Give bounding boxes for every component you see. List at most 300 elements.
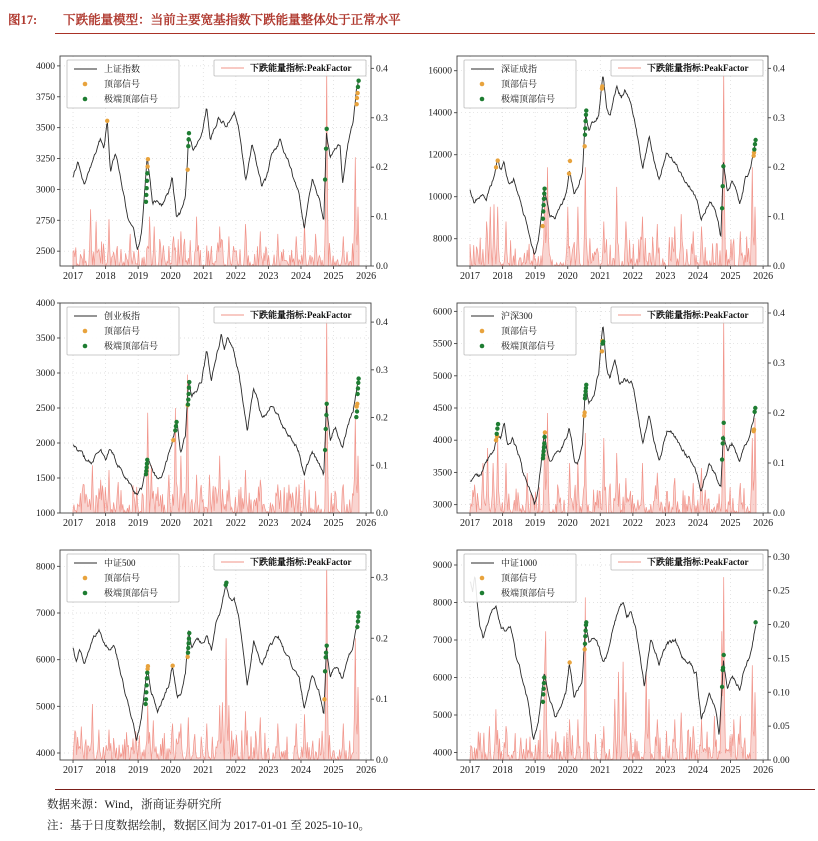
extreme-top-signal-dot (542, 445, 546, 449)
extreme-top-signal-dot (355, 409, 359, 413)
left-axis-tick-label: 4000 (36, 299, 55, 309)
chart-chinext (20, 295, 405, 535)
left-axis-tick-label: 3500 (36, 334, 55, 344)
top-signal-dot (146, 157, 150, 161)
chart-svg-2 (20, 295, 405, 535)
right-axis-tick-label: 0.1 (376, 461, 388, 472)
left-axis-tick-label: 3750 (36, 92, 55, 103)
extreme-top-signal-swatch (480, 344, 485, 349)
right-axis-tick-label: 0.4 (773, 64, 785, 75)
x-axis-year-label: 2019 (128, 271, 149, 282)
extreme-top-signal-dot (145, 179, 149, 183)
x-axis-year-label: 2026 (753, 271, 774, 282)
legend-extreme-top-signal-label: 极端顶部信号 (501, 94, 556, 104)
x-axis-year-label: 2024 (687, 765, 708, 776)
extreme-top-signal-dot (356, 85, 360, 89)
extreme-top-signal-dot (187, 380, 191, 384)
x-axis-year-label: 2017 (63, 271, 84, 282)
extreme-top-signal-dot (144, 465, 148, 469)
extreme-top-signal-dot (186, 650, 190, 654)
extreme-top-signal-dot (144, 683, 148, 687)
right-axis-tick-label: 0.20 (773, 620, 790, 631)
extreme-top-signal-dot (323, 177, 327, 181)
extreme-top-signal-dot (323, 669, 327, 673)
extreme-top-signal-dot (355, 392, 359, 396)
left-axis-tick-label: 2000 (36, 439, 55, 449)
legend-top-signal-label: 顶部信号 (501, 326, 538, 336)
extreme-top-signal-dot (583, 634, 587, 638)
right-axis-tick-label: 0.4 (773, 309, 785, 319)
top-signal-swatch (83, 576, 88, 581)
x-axis-year-label: 2023 (655, 518, 676, 529)
right-axis-tick-label: 0.3 (376, 365, 388, 376)
top-signals (171, 402, 359, 443)
extreme-top-signal-dot (324, 650, 328, 654)
x-axis-year-label: 2022 (622, 518, 643, 529)
x-axis-year-label: 2019 (525, 271, 546, 282)
left-axis-tick-label: 3000 (36, 369, 55, 379)
extreme-top-signal-dot (542, 191, 546, 195)
footer-rule (55, 789, 815, 790)
x-axis-year-label: 2024 (687, 518, 708, 529)
right-axis-tick-label: 0.0 (376, 262, 388, 272)
extreme-top-signal-dot (356, 376, 360, 380)
extreme-top-signal-dot (583, 628, 587, 632)
extreme-top-signal-dot (583, 119, 587, 123)
extreme-top-signal-swatch (83, 591, 88, 596)
left-axis-tick-label: 5500 (433, 339, 452, 350)
left-axis-tick-label: 3500 (433, 468, 452, 479)
extreme-top-signal-dot (145, 458, 149, 462)
x-axis-year-label: 2019 (525, 518, 546, 529)
top-signal-dot (568, 159, 572, 163)
legend-index (464, 307, 576, 355)
extreme-top-signal-dot (721, 164, 725, 168)
right-axis-tick-label: 0.05 (773, 722, 790, 733)
top-signal-dot (496, 158, 500, 162)
legend-index-name: 深证成指 (501, 64, 538, 74)
extreme-top-signal-dot (356, 79, 360, 83)
top-signal-dot (494, 165, 498, 169)
extreme-top-signal-dot (144, 193, 148, 197)
right-axis-tick-label: 0.2 (376, 163, 388, 174)
data-source-line: 数据来源：Wind，浙商证券研究所 (47, 799, 222, 811)
top-signal-swatch (83, 329, 88, 334)
top-signal-dot (171, 438, 175, 442)
top-signal-swatch (83, 82, 88, 87)
extreme-top-signal-dot (720, 685, 724, 689)
x-axis-year-label: 2025 (323, 271, 344, 282)
legend-peakfactor-label: 下跌能量指标:PeakFactor (647, 557, 749, 567)
left-axis-tick-label: 9000 (433, 561, 452, 571)
top-signal-swatch (480, 576, 485, 581)
chart-csi300 (417, 295, 802, 535)
extreme-top-signal-dot (541, 453, 545, 457)
x-axis-year-label: 2025 (720, 518, 741, 529)
legend-peakfactor (214, 554, 366, 570)
x-axis-year-label: 2023 (655, 765, 676, 776)
extreme-top-signal-dot (325, 643, 329, 647)
extreme-top-signal-dot (542, 681, 546, 685)
x-axis-year-label: 2019 (128, 518, 149, 529)
extreme-top-signal-dot (542, 435, 546, 439)
extreme-top-signal-dot (720, 206, 724, 210)
extreme-top-signal-dot (174, 424, 178, 428)
extreme-top-signal-dot (720, 457, 724, 461)
left-axis-tick-label: 7000 (36, 609, 55, 619)
extreme-top-signal-dot (601, 339, 605, 343)
extreme-top-signal-dot (542, 197, 546, 201)
right-axis-tick-label: 0.4 (376, 318, 388, 329)
x-axis-year-label: 2023 (258, 518, 279, 529)
top-signal-dot (355, 402, 359, 406)
extreme-top-signal-dot (722, 421, 726, 425)
x-axis-year-label: 2017 (460, 518, 481, 529)
chart-svg-4 (20, 542, 405, 782)
extreme-top-signal-dot (324, 146, 328, 150)
x-axis-year-label: 2022 (225, 765, 246, 776)
extreme-top-signals (495, 339, 758, 461)
top-signal-dot (567, 660, 571, 664)
extreme-top-signal-dot (721, 666, 725, 670)
x-axis-year-label: 2020 (557, 518, 578, 529)
x-axis-year-label: 2026 (356, 271, 377, 282)
top-signal-dot (582, 144, 586, 148)
x-axis-year-label: 2018 (492, 518, 513, 529)
extreme-top-signal-dot (144, 186, 148, 190)
chart-svg-0 (20, 48, 405, 288)
x-axis-year-label: 2025 (720, 765, 741, 776)
extreme-top-signal-dot (323, 448, 327, 452)
extreme-top-signal-dot (143, 702, 147, 706)
x-axis-year-label: 2017 (460, 765, 481, 776)
extreme-top-signal-dot (584, 620, 588, 624)
extreme-top-signal-dot (356, 386, 360, 390)
x-axis-year-label: 2023 (655, 271, 676, 282)
legend-top-signal-label: 顶部信号 (104, 326, 141, 336)
left-axis-tick-label: 3250 (36, 154, 55, 165)
x-axis-year-label: 2021 (590, 765, 611, 776)
extreme-top-signal-dot (144, 200, 148, 204)
top-signal-dot (322, 697, 326, 701)
right-axis-tick-label: 0.15 (773, 654, 790, 665)
x-axis-year-label: 2021 (193, 271, 214, 282)
right-axis-tick-label: 0.4 (376, 64, 388, 75)
extreme-top-signal-dot (186, 646, 190, 650)
figure-number-label: 图17: (8, 13, 38, 27)
x-axis-year-label: 2020 (160, 271, 181, 282)
right-axis-tick-label: 0.1 (773, 212, 785, 223)
chart-svg-3 (417, 295, 802, 535)
extreme-top-signal-dot (542, 187, 546, 191)
legend-extreme-top-signal-label: 极端顶部信号 (104, 341, 159, 351)
right-axis-tick-label: 0.10 (773, 688, 790, 699)
extreme-top-signal-dot (355, 625, 359, 629)
extreme-top-signal-dot (186, 137, 190, 141)
left-axis-tick-label: 1500 (36, 474, 55, 484)
x-axis-year-label: 2023 (258, 765, 279, 776)
extreme-top-signal-dot (753, 142, 757, 146)
footnote-line: 注：基于日度数据绘制，数据区间为 2017-01-01 至 2025-10-10。 (47, 820, 370, 832)
legend-index (67, 60, 179, 108)
extreme-top-signal-dot (541, 700, 545, 704)
x-axis-year-label: 2021 (590, 271, 611, 282)
extreme-top-signal-dot (753, 620, 757, 624)
chart-svg-5 (417, 542, 802, 782)
extreme-top-signal-dot (324, 413, 328, 417)
top-signal-dot (145, 164, 149, 168)
left-axis-tick-label: 6000 (36, 655, 55, 666)
extreme-top-signal-dot (721, 184, 725, 188)
x-axis-year-label: 2019 (128, 765, 149, 776)
x-axis-year-label: 2019 (525, 765, 546, 776)
x-axis-year-label: 2021 (590, 518, 611, 529)
left-axis-tick-label: 8000 (36, 562, 55, 573)
top-signal-dot (354, 102, 358, 106)
top-signal-dot (600, 84, 604, 88)
extreme-top-signal-dot (145, 676, 149, 680)
extreme-top-signal-dot (356, 381, 360, 385)
legend-extreme-top-signal-label: 极端顶部信号 (501, 341, 556, 351)
extreme-top-signal-dot (186, 402, 190, 406)
extreme-top-signal-dot (584, 108, 588, 112)
top-signal-dot (494, 438, 498, 442)
right-axis-tick-label: 0.2 (773, 163, 785, 174)
left-axis-tick-label: 4500 (433, 404, 452, 414)
extreme-top-signal-dot (541, 217, 545, 221)
peakfactor-series (470, 577, 756, 760)
x-axis-year-label: 2026 (356, 765, 377, 776)
extreme-top-signal-dot (145, 461, 149, 465)
extreme-top-signal-dot (583, 126, 587, 130)
x-axis-year-label: 2018 (95, 271, 116, 282)
top-signal-dot (146, 664, 150, 668)
chart-csi500 (20, 542, 405, 782)
x-axis-year-label: 2022 (225, 271, 246, 282)
extreme-top-signal-dot (752, 410, 756, 414)
extreme-top-signal-dot (186, 397, 190, 401)
extreme-top-signal-swatch (480, 97, 485, 102)
extreme-top-signal-dot (324, 655, 328, 659)
extreme-top-signal-dot (583, 642, 587, 646)
x-axis-year-label: 2026 (356, 518, 377, 529)
legend-index-name: 上证指数 (104, 64, 141, 74)
extreme-top-signal-dot (356, 610, 360, 614)
x-axis-year-label: 2018 (95, 518, 116, 529)
legend-extreme-top-signal-label: 极端顶部信号 (104, 94, 159, 104)
chart-svg-1 (417, 48, 802, 288)
top-signal-dot (543, 430, 547, 434)
right-axis-tick-label: 0.0 (773, 509, 785, 519)
legend-index-name: 中证500 (104, 558, 136, 568)
x-axis-year-label: 2026 (753, 765, 774, 776)
left-axis-tick-label: 14000 (428, 108, 452, 119)
extreme-top-signal-dot (324, 427, 328, 431)
left-axis-tick-label: 3000 (36, 185, 55, 196)
x-axis-year-label: 2021 (193, 765, 214, 776)
header-rule (55, 33, 815, 34)
right-axis-tick-label: 0.0 (376, 509, 388, 519)
x-axis-year-label: 2017 (63, 765, 84, 776)
legend-peakfactor (611, 554, 763, 570)
x-axis-year-label: 2023 (258, 271, 279, 282)
extreme-top-signal-dot (325, 402, 329, 406)
right-axis-tick-label: 0.1 (376, 695, 388, 706)
figure-header (8, 10, 808, 28)
x-axis-year-label: 2018 (492, 765, 513, 776)
legend-index (67, 554, 179, 602)
x-axis-year-label: 2021 (193, 518, 214, 529)
left-axis-tick-label: 1000 (36, 509, 55, 519)
x-axis-year-label: 2026 (753, 518, 774, 529)
charts-grid (20, 48, 802, 782)
extreme-top-signal-swatch (480, 591, 485, 596)
left-axis-tick-label: 3000 (433, 500, 452, 511)
x-axis-year-label: 2020 (557, 271, 578, 282)
right-axis-tick-label: 0.30 (773, 552, 790, 563)
extreme-top-signal-dot (173, 428, 177, 432)
top-signal-dot (752, 427, 756, 431)
left-axis-tick-label: 2750 (36, 216, 55, 227)
top-signal-dot (355, 91, 359, 95)
extreme-top-signal-dot (583, 133, 587, 137)
extreme-top-signal-dot (187, 131, 191, 135)
index-line (73, 585, 359, 741)
right-axis-tick-label: 0.3 (376, 573, 388, 584)
extreme-top-signal-dot (541, 203, 545, 207)
x-axis-year-label: 2025 (323, 765, 344, 776)
top-signal-dot (105, 119, 109, 123)
legend-top-signal-label: 顶部信号 (501, 573, 538, 583)
left-axis-tick-label: 2500 (36, 404, 55, 414)
extreme-top-signal-dot (496, 422, 500, 426)
left-axis-tick-label: 5000 (433, 371, 452, 382)
extreme-top-signal-dot (584, 383, 588, 387)
extreme-top-signal-dot (542, 675, 546, 679)
legend-peakfactor-label: 下跌能量指标:PeakFactor (250, 557, 352, 567)
legend-peakfactor (214, 60, 366, 76)
right-axis-tick-label: 0.3 (773, 113, 785, 124)
right-axis-tick-label: 0.3 (376, 113, 388, 124)
legend-peakfactor-label: 下跌能量指标:PeakFactor (250, 310, 352, 320)
left-axis-tick-label: 12000 (428, 150, 452, 161)
legend-extreme-top-signal-label: 极端顶部信号 (501, 588, 556, 598)
left-axis-tick-label: 3500 (36, 123, 55, 134)
x-axis-year-label: 2020 (557, 765, 578, 776)
right-axis-tick-label: 0.2 (376, 634, 388, 645)
top-signal-dot (185, 655, 189, 659)
top-signal-dot (355, 96, 359, 100)
x-axis-year-label: 2020 (160, 765, 181, 776)
right-axis-tick-label: 0.1 (773, 459, 785, 469)
x-axis-year-label: 2020 (160, 518, 181, 529)
right-axis-tick-label: 0.25 (773, 586, 790, 597)
left-axis-tick-label: 4000 (433, 436, 452, 447)
extreme-top-signal-dot (144, 690, 148, 694)
left-axis-tick-label: 16000 (428, 66, 452, 77)
extreme-top-signal-dot (174, 420, 178, 424)
legend-peakfactor (214, 307, 366, 323)
extreme-top-signal-dot (541, 687, 545, 691)
x-axis-year-label: 2025 (323, 518, 344, 529)
extreme-top-signal-dot (187, 636, 191, 640)
right-axis-tick-label: 0.1 (376, 212, 388, 223)
legend-index (67, 307, 179, 355)
x-axis-year-label: 2024 (290, 271, 311, 282)
legend-top-signal-label: 顶部信号 (501, 79, 538, 89)
extreme-top-signal-dot (224, 580, 228, 584)
right-axis-tick-label: 0.0 (376, 756, 388, 766)
extreme-top-signal-dot (495, 432, 499, 436)
extreme-top-signal-dot (753, 406, 757, 410)
legend-top-signal-label: 顶部信号 (104, 79, 141, 89)
extreme-top-signal-dot (721, 441, 725, 445)
index-line (73, 334, 359, 494)
left-axis-tick-label: 4000 (36, 749, 55, 759)
top-signal-dot (567, 171, 571, 175)
extreme-top-signals (541, 108, 758, 221)
top-signal-swatch (480, 82, 485, 87)
extreme-top-signal-dot (541, 209, 545, 213)
x-axis-year-label: 2018 (492, 271, 513, 282)
legend-peakfactor (611, 60, 763, 76)
extreme-top-signal-dot (356, 615, 360, 619)
x-axis-year-label: 2018 (95, 765, 116, 776)
legend-peakfactor-label: 下跌能量指标:PeakFactor (250, 63, 352, 73)
right-axis-tick-label: 0.2 (773, 409, 785, 419)
top-signal-dot (582, 647, 586, 651)
extreme-top-signal-dot (186, 392, 190, 396)
right-axis-tick-label: 0.2 (376, 413, 388, 424)
legend-index-name: 创业板指 (104, 311, 141, 321)
extreme-top-signal-dot (145, 171, 149, 175)
legend-index-name: 沪深300 (501, 311, 533, 321)
x-axis-year-label: 2017 (63, 518, 84, 529)
extreme-top-signal-dot (187, 631, 191, 635)
x-axis-year-label: 2024 (290, 518, 311, 529)
x-axis-year-label: 2022 (622, 765, 643, 776)
left-axis-tick-label: 8000 (433, 598, 452, 609)
top-signal-dot (170, 664, 174, 668)
right-axis-tick-label: 0.0 (773, 262, 785, 272)
x-axis-year-label: 2017 (460, 271, 481, 282)
extreme-top-signal-dot (186, 641, 190, 645)
top-signal-swatch (480, 329, 485, 334)
extreme-top-signal-dot (495, 426, 499, 430)
extreme-top-signal-dot (721, 436, 725, 440)
legend-extreme-top-signal-label: 极端顶部信号 (104, 588, 159, 598)
left-axis-tick-label: 8000 (433, 234, 452, 245)
extreme-top-signal-dot (584, 113, 588, 117)
left-axis-tick-label: 2500 (36, 247, 55, 258)
legend-peakfactor-label: 下跌能量指标:PeakFactor (647, 63, 749, 73)
left-axis-tick-label: 10000 (428, 192, 452, 203)
extreme-top-signal-dot (541, 449, 545, 453)
top-signal-dot (582, 410, 586, 414)
x-axis-year-label: 2025 (720, 271, 741, 282)
left-axis-tick-label: 4000 (433, 748, 452, 759)
extreme-top-signal-dot (325, 127, 329, 131)
left-axis-tick-label: 5000 (433, 711, 452, 721)
right-axis-tick-label: 0.3 (773, 359, 785, 369)
extreme-top-signal-dot (354, 415, 358, 419)
figure-title: 下跌能量模型：当前主要宽基指数下跌能量整体处于正常水平 (63, 13, 401, 27)
extreme-top-signal-dot (144, 697, 148, 701)
footer (47, 795, 787, 837)
left-axis-tick-label: 4000 (36, 61, 55, 72)
legend-index-name: 中证1000 (501, 558, 538, 568)
left-axis-tick-label: 6000 (433, 307, 452, 318)
